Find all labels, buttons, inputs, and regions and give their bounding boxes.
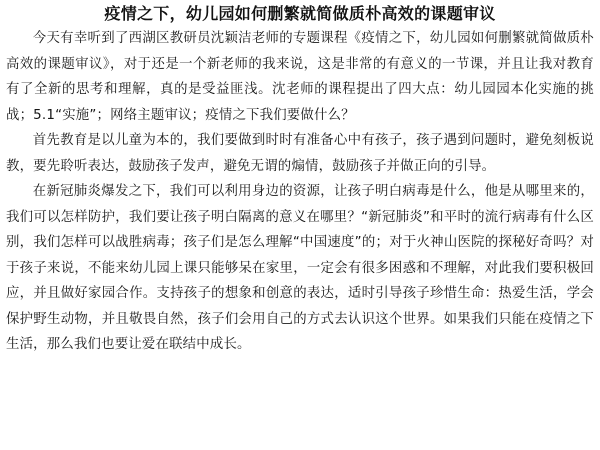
paragraph-child-centered: 首先教育是以儿童为本的，我们要做到时时有准备心中有孩子，孩子遇到问题时，避免刻板说教，要先聆听表达，鼓励孩子发声，避免无谓的煽情，鼓励孩子并做正向的引导。 xyxy=(6,133,594,174)
paragraph-intro: 今天有幸听到了西湖区教研员沈颖洁老师的专题课程《疫情之下，幼儿园如何删繁就简做质朴高效的课题审议》，对于还是一个新老师的我来说，这是非常的有意义的一节课，并且让我对教育有了全新的思考和理解，真的是受益匪浅。沈老师的课程提出了四大点：幼儿园园本化实施的挑战；5.1“实施”；网络主题审议；疫情之下我们要做什么？ xyxy=(6,31,594,123)
document-title: 疫情之下，幼儿园如何删繁就简做质朴高效的课题审议 xyxy=(104,4,496,23)
paragraph-covid-response: 在新冠肺炎爆发之下，我们可以利用身边的资源，让孩子明白病毒是什么，他是从哪里来的，我们可以怎样防护，我们要让孩子明白隔离的意义在哪里？“新冠肺炎”和平时的流行病毒有什么区别，我们怎样可以战胜病毒；孩子们是怎么理解“中国速度”的；对于火神山医院的探秘好奇吗？对于孩子来说，不能来幼儿园上课只能够呆在家里，一定会有很多困惑和不理解，对此我们要积极回应，并且做好家园合作。支持孩子的想象和创意的表达，适时引导孩子珍惜生命：热爱生活，学会保护野生动物，并且敬畏自然，孩子们会用自己的方式去认识这个世界。如果我们只能在疫情之下生活，那么我们也要让爱在联结中成长。 xyxy=(6,184,594,352)
